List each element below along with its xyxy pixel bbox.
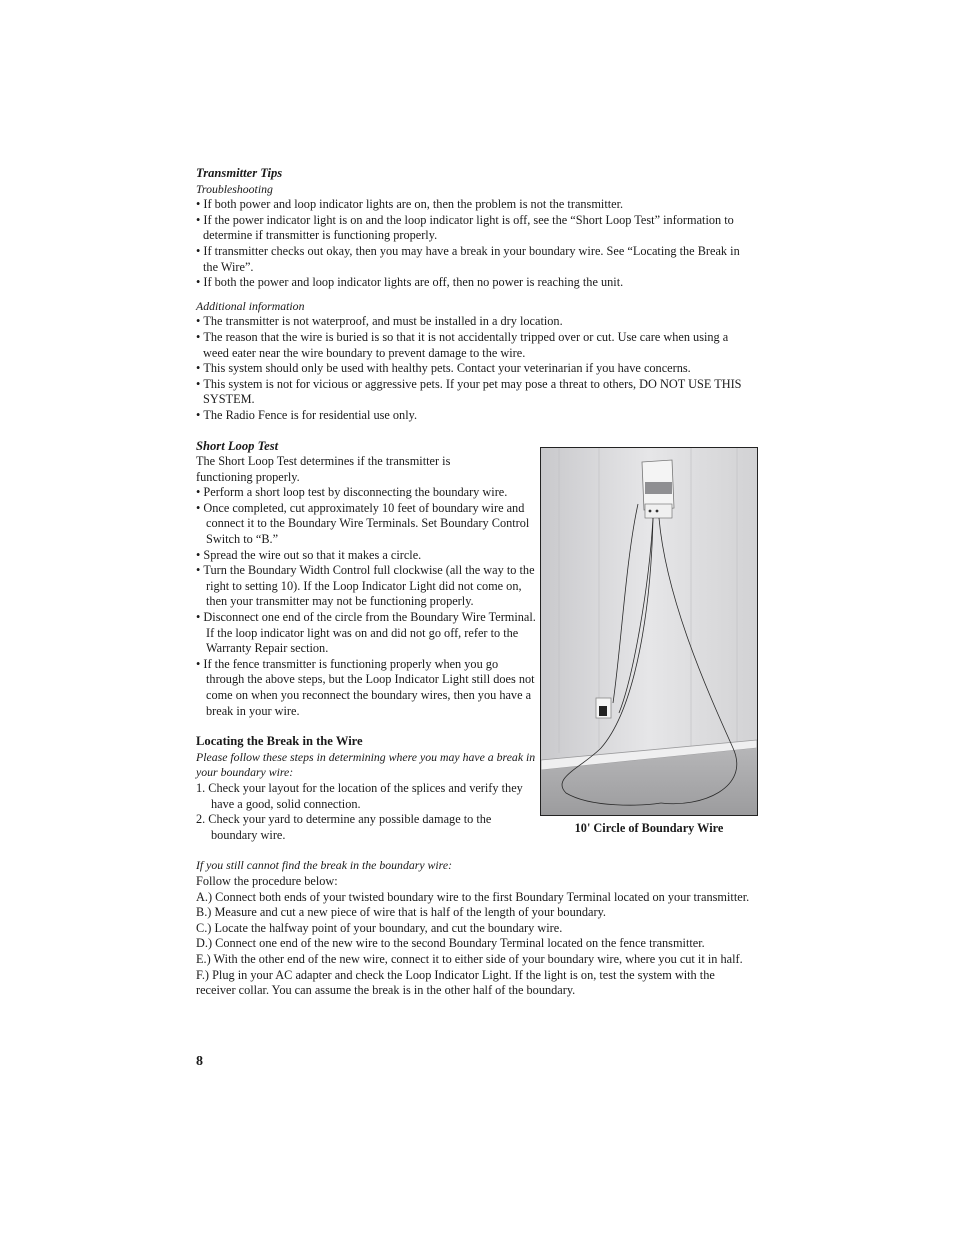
locating-break-list bbox=[196, 781, 536, 843]
locating-break-note: Please follow these steps in determining where you may have a break in your boundary wire: bbox=[196, 749, 536, 780]
procedure-step: E.) With the other end of the new wire, connect it to either side of your boundary wire, where you cut it in half. bbox=[196, 951, 743, 966]
list-item: • The reason that the wire is buried is so that it is not accidentally tripped over or cut. Use care when using a weed eater near the wire boundary to prevent damage to the wire. bbox=[196, 330, 756, 361]
troubleshooting-list bbox=[196, 197, 756, 291]
list-item: • Turn the Boundary Width Control full clockwise (all the way to the right to setting 10). If the Loop Indicator Light did not come on, then your transmitter may not be functioning properly. bbox=[196, 563, 536, 610]
list-item: 1. Check your layout for the location of the splices and verify they have a good, solid connection. bbox=[196, 780, 523, 811]
short-loop-intro: The Short Loop Test determines if the transmitter is functioning properly. bbox=[196, 454, 451, 484]
list-item: • If the fence transmitter is functioning properly when you go through the above steps, but the Loop Indicator Light still does not come on when you reconnect the boundary wires, then you have a break in your wire. bbox=[196, 657, 536, 719]
procedure-step: B.) Measure and cut a new piece of wire that is half of the length of your boundary. bbox=[196, 905, 606, 920]
procedure-step: A.) Connect both ends of your twisted boundary wire to the first Boundary Terminal located on your transmitter. bbox=[196, 889, 750, 904]
list-item: • If transmitter checks out okay, then you may have a break in your boundary wire. See “Locating the Break in the Wire”. bbox=[196, 244, 756, 275]
transmitter-tips-heading: Transmitter Tips bbox=[196, 166, 283, 180]
list-item: • The Radio Fence is for residential use only. bbox=[196, 408, 756, 424]
procedure-step: C.) Locate the halfway point of your boundary, and cut the boundary wire. bbox=[196, 920, 563, 935]
list-item: • If the power indicator light is on and the loop indicator light is off, see the “Short Loop Test” information to determine if transmitter is functioning properly. bbox=[196, 213, 756, 244]
list-item: • Perform a short loop test by disconnecting the boundary wire. bbox=[196, 485, 536, 501]
additional-info-subheading: Additional information bbox=[196, 298, 305, 313]
list-item: • Spread the wire out so that it makes a circle. bbox=[196, 548, 536, 564]
list-item: • This system should only be used with healthy pets. Contact your veterinarian if you have concerns. bbox=[196, 361, 756, 377]
still-cannot-find-label: If you still cannot find the break in the boundary wire: bbox=[196, 858, 452, 873]
short-loop-list bbox=[196, 485, 536, 719]
additional-info-list bbox=[196, 314, 756, 423]
troubleshooting-subheading: Troubleshooting bbox=[196, 181, 273, 196]
list-item: • Once completed, cut approximately 10 feet of boundary wire and connect it to the Boundary Wire Terminals. Set Boundary Control Switch to “B.” bbox=[196, 501, 536, 548]
list-item: • If both power and loop indicator lights are on, then the problem is not the transmitter. bbox=[196, 197, 756, 213]
list-item: • Disconnect one end of the circle from the Boundary Wire Terminal. If the loop indicator light was on and did not go off, refer to the Warranty Repair section. bbox=[196, 610, 536, 657]
locating-break-heading: Locating the Break in the Wire bbox=[196, 734, 363, 749]
short-loop-column bbox=[196, 439, 536, 844]
boundary-wire-photo bbox=[540, 447, 758, 816]
procedure-steps bbox=[196, 890, 756, 999]
follow-procedure-text: Follow the procedure below: bbox=[196, 873, 338, 888]
photo-caption: 10' Circle of Boundary Wire bbox=[574, 821, 724, 835]
list-item: • The transmitter is not waterproof, and must be installed in a dry location. bbox=[196, 314, 756, 330]
list-item: 2. Check your yard to determine any possible damage to the boundary wire. bbox=[196, 812, 492, 842]
procedure-step: F.) Plug in your AC adapter and check the Loop Indicator Light. If the light is on, test the system with the receiver collar. You can assume the break is in the other half of the boundary. bbox=[196, 967, 715, 998]
page-number: 8 bbox=[196, 1054, 203, 1069]
procedure-step: D.) Connect one end of the new wire to the second Boundary Terminal located on the fence transmitter. bbox=[196, 936, 705, 951]
short-loop-test-heading: Short Loop Test bbox=[196, 438, 279, 453]
list-item: • If both the power and loop indicator lights are off, then no power is reaching the unit. bbox=[196, 275, 756, 291]
list-item: • This system is not for vicious or aggressive pets. If your pet may pose a threat to others, DO NOT USE THIS SYSTEM. bbox=[196, 377, 756, 408]
